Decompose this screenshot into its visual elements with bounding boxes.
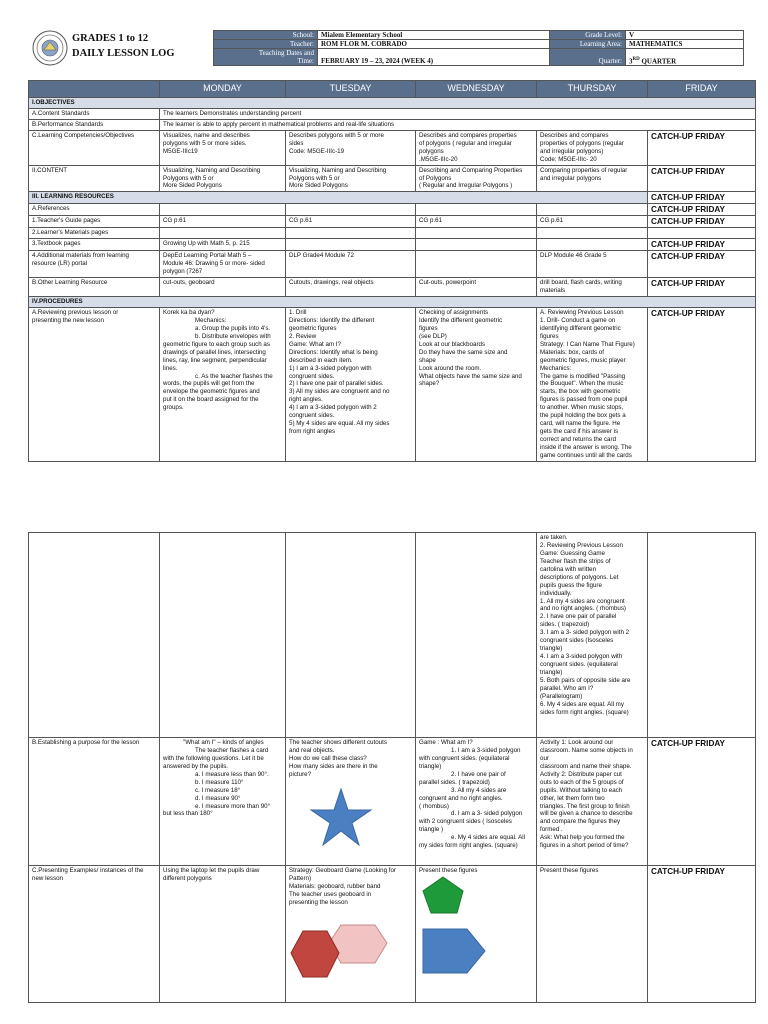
text-line: our	[540, 754, 549, 762]
text-line: formed .	[540, 826, 563, 834]
review-friday-continued	[648, 533, 756, 738]
text-line: congruent sides. (equilateral	[540, 661, 618, 668]
day-header-thursday: THURSDAY	[537, 81, 648, 98]
text-line: congruent and no right angles.	[419, 794, 503, 802]
review-monday	[160, 308, 286, 462]
text-line: the pupil holding the box gets a	[540, 412, 626, 420]
text-line: Present these figures	[419, 867, 478, 874]
text-line: figures	[419, 324, 438, 332]
text-line: b. I measure 110°	[195, 778, 244, 786]
text-line: triangles. The first group to finish	[540, 802, 630, 810]
text-line: and no right angles. ( rhombus)	[540, 605, 626, 613]
performance-standards-label: B.Performance Standards	[29, 119, 160, 130]
text-line: Using the laptop let the pupils draw	[163, 867, 260, 874]
text-line: e. My 4 sides are equal. All	[451, 834, 525, 842]
day-header-wednesday: WEDNESDAY	[416, 81, 537, 98]
grade-value: V	[626, 31, 744, 40]
learning-resources-heading: III. LEARNING RESOURCES	[29, 192, 648, 204]
text-line: 1. Drill- Conduct a game on	[540, 316, 616, 324]
text-line: The teacher uses geoboard in	[289, 890, 372, 898]
text-line: Materials: geoboard, rubber band	[289, 882, 381, 890]
text-line: and real objects.	[289, 746, 335, 754]
text-line: and irregular polygons)	[540, 147, 604, 155]
text-line: Polygons with 5 or	[163, 174, 214, 182]
pentagon-shape	[423, 877, 463, 913]
text-line: polygon (7267	[163, 268, 203, 276]
text-line: a. Group the pupils into 4's.	[195, 324, 271, 332]
text-line: outs to each of the 5 groups of	[540, 778, 624, 786]
text-line: Describes and compares properties	[419, 131, 517, 139]
text-line: from right angles	[289, 428, 336, 436]
document-header	[28, 28, 755, 70]
text-line: 5. Both pairs of opposite side are	[540, 676, 631, 684]
text-line: 2) I have one pair of parallel sides.	[289, 380, 384, 388]
text-line: More Sided Polygons	[289, 182, 348, 190]
text-line: Visualizes, name and describes	[163, 131, 250, 139]
quarter-label: Quarter:	[550, 49, 626, 66]
other-thursday	[537, 278, 648, 297]
presenting-monday	[160, 866, 286, 1003]
dates-label-line2: Time:	[297, 57, 314, 65]
text-line: figures	[540, 332, 559, 340]
document-title-line1: GRADES 1 to 12	[72, 33, 149, 44]
text-line: polygons	[419, 147, 444, 155]
text-line: shape?	[419, 380, 440, 388]
text-line: envelope the geometric figures and	[163, 388, 260, 396]
text-line: 1) I am a 3-sided polygon with	[289, 364, 372, 372]
text-line: Strategy: I Can Name That Figure)	[540, 340, 635, 348]
text-line: Code: M5GE-IIIc- 20	[540, 155, 597, 163]
competencies-tuesday	[286, 130, 416, 165]
text-line: are taken.	[540, 534, 568, 541]
text-line: Ask: What help you formed the	[540, 834, 625, 842]
text-line: Checking of assignments	[419, 309, 489, 316]
school-label: School:	[214, 31, 318, 40]
text-line: ( rhombus)	[419, 802, 449, 810]
text-line: starts, the box with geometric	[540, 388, 621, 396]
text-line: 4. I am a 3-sided polygon with	[540, 653, 623, 661]
text-line: and compare the figures they	[540, 818, 621, 826]
catch-up-friday: CATCH-UP FRIDAY	[648, 165, 756, 192]
content-thursday	[537, 165, 648, 192]
presenting-label	[29, 866, 160, 1003]
text-line: lines, ray, line segment, perpendicular	[163, 356, 267, 364]
text-line: right angles.	[289, 396, 323, 404]
quarter-number: 3	[629, 57, 633, 65]
additional-monday	[160, 251, 286, 278]
text-line: put it on the board assigned for the	[163, 396, 259, 404]
text-line: with the following questions. Let it be	[163, 754, 264, 762]
text-line: polygons with 5 or more sides.	[163, 139, 247, 147]
text-line: triangle)	[540, 645, 563, 653]
text-line: Visualizing, Naming and Describing	[163, 166, 261, 174]
text-line: classroom and name their shape.	[540, 762, 632, 770]
text-line: presenting the lesson	[289, 898, 348, 906]
text-line: gets the card if his answer is	[540, 428, 619, 436]
text-line: Korek ka ba dyan?	[163, 309, 215, 316]
text-line: descriptions of polygons. Let	[540, 573, 619, 581]
presenting-wednesday	[416, 866, 537, 1003]
text-line: figures in a short period of time?	[540, 842, 629, 850]
text-line: Module 46: Drawing 5 or more- sided	[163, 260, 265, 268]
learners-materials-label: 2.Learner's Materials pages	[29, 228, 160, 239]
text-line: d. I measure 90°	[195, 794, 241, 802]
text-line: Activity 1: Look around our	[540, 739, 614, 746]
text-line: How many sides are there in the	[289, 762, 378, 770]
text-line: pupils. Without talking to each	[540, 786, 623, 794]
text-line: "What am I" – kinds of angles	[183, 739, 264, 746]
area-value: MATHEMATICS	[626, 40, 744, 49]
text-line: card, will name the figure. He	[540, 420, 621, 428]
text-line: described in each item.	[289, 356, 353, 364]
text-line: sides form right angles. (square)	[540, 708, 629, 716]
text-line: cartolina with written	[540, 565, 597, 573]
text-line: C.Presenting Examples/ instances of the	[32, 867, 144, 874]
catch-up-friday: CATCH-UP FRIDAY	[648, 866, 756, 1003]
lesson-log-page-1	[28, 28, 755, 472]
presenting-thursday: Present these figures	[537, 866, 648, 1003]
procedures-heading: IV.PROCEDURES	[29, 297, 756, 308]
text-line: shape	[419, 356, 436, 364]
text-line: Do they have the same size and	[419, 348, 508, 356]
text-line: Directions: Identify what is being	[289, 348, 378, 356]
textbook-monday: Growing Up with Math 5, p. 215	[160, 239, 286, 251]
text-line: .M5GE-IIIc-20	[419, 155, 458, 163]
quarter-suffix: RD	[632, 56, 640, 62]
text-line: Strategy: Geoboard Game (Looking for	[289, 867, 396, 874]
text-line: Code: M5GE-IIIc-19	[289, 147, 345, 155]
text-line: More Sided Polygons	[163, 182, 222, 190]
text-line: lines.	[163, 364, 178, 372]
presenting-figures	[421, 875, 487, 983]
other-resource-label: B.Other Learning Resource	[29, 278, 160, 297]
text-line: triangle )	[419, 826, 444, 834]
text-line: e. I measure more than 90°	[195, 802, 271, 810]
text-line: Look around the room.	[419, 364, 482, 372]
review-tuesday-continued	[286, 533, 416, 738]
catch-up-friday: CATCH-UP FRIDAY	[648, 130, 756, 165]
text-line: A.Reviewing previous lesson or	[32, 309, 119, 316]
content-standards-text: The learners Demonstrates understanding percent	[160, 108, 756, 119]
text-line: a. I measure less than 90°.	[195, 770, 269, 778]
text-line: my sides form right angles. (square)	[419, 842, 518, 850]
lesson-table-page-2	[28, 532, 756, 1003]
text-line: presenting the new lesson	[32, 316, 104, 324]
text-line: What objects have the same size and	[419, 372, 522, 380]
text-line: 2. I have one pair of	[451, 770, 506, 778]
text-line: of Polygons	[419, 174, 452, 182]
lesson-table-page-1	[28, 80, 756, 462]
quarter-value	[626, 49, 744, 66]
star-shape	[309, 787, 373, 847]
text-line: 1. I am a 3-sided polygon	[451, 746, 521, 754]
area-label: Learning Area:	[550, 40, 626, 49]
text-line: 3. I am a 3- sided polygon with 2	[540, 629, 630, 637]
text-line: Polygons with 5 or	[289, 174, 340, 182]
text-line: will be given a chance to describe	[540, 810, 633, 818]
content-monday	[160, 165, 286, 192]
text-line: Describing and Comparing Properties	[419, 166, 523, 174]
dates-label-line1: Teaching Dates and	[258, 49, 314, 57]
text-line: Game : What am I?	[419, 739, 473, 746]
review-monday-continued	[160, 533, 286, 738]
text-line: 3. All my 4 sides are	[451, 786, 507, 794]
text-line: (see DLP)	[419, 332, 447, 340]
catch-up-friday: CATCH-UP FRIDAY	[648, 251, 756, 278]
text-line: 2. Reviewing Previous Lesson	[540, 541, 623, 549]
lesson-log-page-2	[28, 532, 755, 1002]
text-line: 2. I have one pair of parallel	[540, 613, 617, 621]
text-line: Pattern)	[289, 874, 312, 882]
text-line: The teacher shows different cutouts	[289, 739, 387, 746]
text-line: Teacher flash the strips of	[540, 557, 611, 565]
grade-label: Grade Level:	[550, 31, 626, 40]
text-line: identifying different geometric	[540, 324, 621, 332]
text-line: with congruent sides. (equilateral	[419, 754, 510, 762]
text-line: Game: Guessing Game	[540, 549, 605, 557]
text-line: Materials: box, cards of	[540, 348, 604, 356]
text-line: 6. My 4 sides are equal. All my	[540, 700, 624, 708]
dates-value: FEBRUARY 19 – 23, 2024 (WEEK 4)	[318, 49, 550, 66]
text-line: 4.Additional materials from learning	[32, 252, 129, 260]
text-line: geometric figure to each group such as	[163, 340, 270, 348]
text-line: Look at our blackboards	[419, 340, 486, 348]
other-monday: cut-outs, geoboard	[160, 278, 286, 297]
text-line: triangle)	[540, 668, 563, 676]
textbook-label: 3.Textbook pages	[29, 239, 160, 251]
hexagon-shape	[329, 925, 387, 963]
text-line: geometric figures	[289, 324, 337, 332]
text-line: the Bouquet". When the music	[540, 380, 624, 388]
text-line: words, the pupils will get from the	[163, 380, 255, 388]
text-line: The teacher flashes a card	[195, 746, 269, 754]
text-line: and irregular polygons	[540, 174, 602, 182]
performance-standards-text: The learner is able to apply percent in mathematical problems and real-life situations	[160, 119, 756, 130]
text-line: parallel sides. ( trapezoid)	[419, 778, 490, 786]
text-line: properties of polygons (regular	[540, 139, 624, 147]
competencies-thursday	[537, 130, 648, 165]
text-line: Game: What am I?	[289, 340, 341, 348]
additional-tuesday: DLP Grade4 Module 72	[286, 251, 416, 278]
text-line: 1. All my 4 sides are congruent	[540, 597, 625, 605]
teachers-guide-tuesday: CG p.61	[286, 216, 416, 228]
references-label: A.References	[29, 204, 160, 216]
content-standards-label: A.Content Standards	[29, 108, 160, 119]
text-line: drill board, flash cards, writing	[540, 279, 622, 287]
catch-up-friday: CATCH-UP FRIDAY	[648, 308, 756, 462]
other-tuesday: Cutouts, drawings, real objects	[286, 278, 416, 297]
purpose-label: B.Establishing a purpose for the lesson	[29, 738, 160, 866]
purpose-thursday	[537, 738, 648, 866]
text-line: A. Reviewing Previous Lesson	[540, 309, 624, 316]
review-label-continued	[29, 533, 160, 738]
text-line: c. As the teacher flashes the	[195, 372, 273, 380]
objectives-heading: I.OBJECTIVES	[29, 98, 756, 109]
purpose-tuesday	[286, 738, 416, 866]
text-line: The game is modified "Passing	[540, 372, 626, 380]
review-label	[29, 308, 160, 462]
text-line: individually.	[540, 589, 572, 597]
document-title-line2: DAILY LESSON LOG	[72, 48, 175, 59]
text-line: game continues until all the cards	[540, 451, 632, 459]
competencies-wednesday	[416, 130, 537, 165]
day-header-tuesday: TUESDAY	[286, 81, 416, 98]
text-line: classroom. Name some objects in	[540, 746, 633, 754]
competencies-label: C.Learning Competencies/Objectives	[29, 130, 160, 165]
text-line: (Parallelogram)	[540, 692, 583, 700]
hexagon-shapes	[289, 921, 389, 981]
text-line: 3) All my sides are congruent and no	[289, 388, 390, 396]
table-corner	[29, 81, 160, 98]
teachers-guide-wednesday: CG p.61	[416, 216, 537, 228]
text-line: geometric figures, music player	[540, 356, 626, 364]
additional-materials-label	[29, 251, 160, 278]
text-line: Mechanics:	[195, 316, 227, 324]
text-line: parallel. Who am I?	[540, 684, 594, 692]
text-line: sides	[289, 139, 304, 147]
content-tuesday	[286, 165, 416, 192]
text-line: Visualizing, Naming and Describing	[289, 166, 387, 174]
review-thursday-continued	[537, 533, 648, 738]
text-line: to another. When music stops,	[540, 404, 624, 412]
purpose-monday	[160, 738, 286, 866]
text-line: with 2 congruent sides ( Isosceles	[419, 818, 512, 826]
text-line: other, let them form two	[540, 794, 605, 802]
catch-up-friday: CATCH-UP FRIDAY	[648, 239, 756, 251]
text-line: Directions: Identify the different	[289, 316, 375, 324]
teachers-guide-thursday: CG p.61	[537, 216, 648, 228]
day-header-friday: FRIDAY	[648, 81, 756, 98]
teachers-guide-monday: CG p.61	[160, 216, 286, 228]
text-line: of polygons ( regular and irregular	[419, 139, 512, 147]
catch-up-friday: CATCH-UP FRIDAY	[648, 278, 756, 297]
content-wednesday	[416, 165, 537, 192]
text-line: picture?	[289, 770, 312, 778]
review-wednesday-continued	[416, 533, 537, 738]
text-line: Comparing properties of regular	[540, 166, 628, 174]
text-line: 2. Review	[289, 332, 317, 340]
catch-up-friday: CATCH-UP FRIDAY	[648, 216, 756, 228]
text-line: congruent sides (Isosceles	[540, 637, 614, 645]
text-line: answered by the pupils.	[163, 762, 229, 770]
header-info-table	[213, 30, 744, 66]
teachers-guide-label: 1.Teacher's Guide pages	[29, 216, 160, 228]
text-line: Mechanics:	[540, 364, 572, 372]
text-line: Describes and compares	[540, 131, 609, 139]
text-line: but less than 180°	[163, 810, 213, 818]
teacher-label: Teacher:	[214, 40, 318, 49]
text-line: inside if the answer is wrong. The	[540, 443, 632, 451]
text-line: triangle)	[419, 762, 442, 770]
catch-up-friday: CATCH-UP FRIDAY	[648, 738, 756, 866]
review-thursday	[537, 308, 648, 462]
quarter-word: QUARTER	[639, 57, 677, 65]
text-line: b. Distribute envelopes with	[195, 332, 271, 340]
day-header-monday: MONDAY	[160, 81, 286, 98]
text-line: M5GE-IIIc19	[163, 147, 198, 155]
school-value: Mialem Elementary School	[318, 31, 550, 40]
arrow-pentagon-shape	[423, 929, 485, 973]
text-line: ( Regular and Irregular Polygons )	[419, 182, 513, 190]
content-label: II.CONTENT	[29, 165, 160, 192]
text-line: materials	[540, 287, 566, 295]
text-line: Activity 2: Distribute paper cut	[540, 770, 622, 778]
text-line: congruent sides.	[289, 372, 335, 380]
text-line: drawings of parallel lines, intersecting	[163, 348, 266, 356]
text-line: 5) My 4 sides are equal. All my sides	[289, 420, 390, 428]
teacher-value: ROM FLOR M. COBRADO	[318, 40, 550, 49]
dates-label	[214, 49, 318, 66]
text-line: resource (LR) portal	[32, 260, 88, 268]
deped-seal-icon	[32, 30, 68, 66]
review-wednesday	[416, 308, 537, 462]
text-line: sides. ( trapezoid)	[540, 621, 590, 629]
text-line: Identify the different geometric	[419, 316, 503, 324]
text-line: congruent sides.	[289, 412, 335, 420]
other-wednesday: Cut-outs, powerpoint	[416, 278, 537, 297]
text-line: 1. Drill	[289, 309, 307, 316]
purpose-wednesday	[416, 738, 537, 866]
catch-up-friday: CATCH-UP FRIDAY	[648, 204, 756, 216]
additional-thursday: DLP Module 46 Grade 5	[537, 251, 648, 278]
text-line: figures is passed from one pupil	[540, 396, 628, 404]
text-line: How do we call these class?	[289, 754, 367, 762]
text-line: Describes polygons with 5 or more	[289, 131, 384, 139]
text-line: 4) I am a 3-sided polygon with 2	[289, 404, 377, 412]
presenting-tuesday	[286, 866, 416, 1003]
catch-up-friday: CATCH-UP FRIDAY	[648, 192, 756, 204]
text-line: groups.	[163, 404, 184, 412]
text-line: DepEd Learning Portal Math 5 –	[163, 252, 252, 260]
text-line: d. I am a 3- sided polygon	[451, 810, 523, 818]
text-line: c. I measure 18°	[195, 786, 241, 794]
competencies-monday	[160, 130, 286, 165]
text-line: pupils guess the figure	[540, 581, 602, 589]
text-line: different polygons	[163, 874, 212, 882]
review-tuesday	[286, 308, 416, 462]
text-line: new lesson	[32, 874, 63, 882]
text-line: correct and returns the card	[540, 436, 617, 443]
